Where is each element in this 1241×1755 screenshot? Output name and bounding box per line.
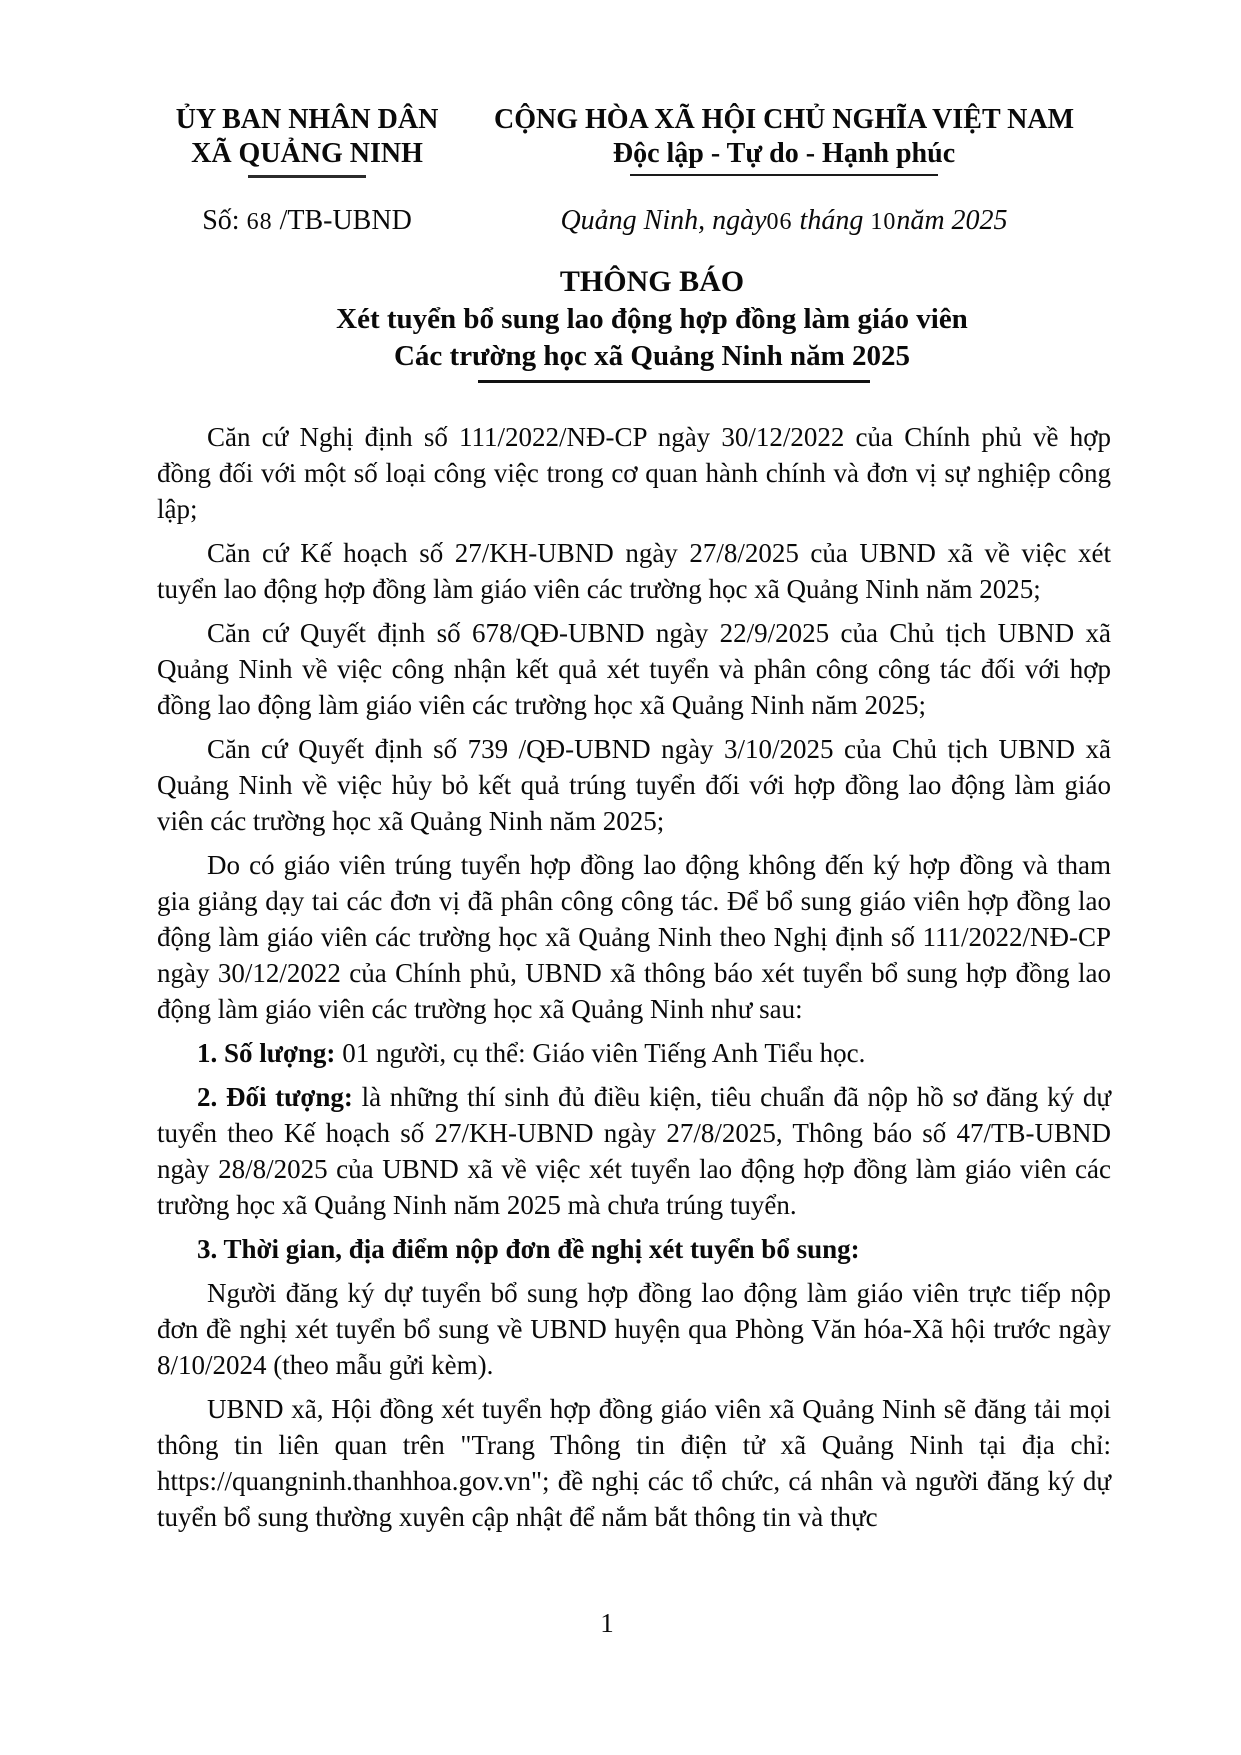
- issuing-authority-block: [157, 103, 457, 178]
- issuing-authority-underline: [248, 175, 366, 178]
- paragraph-6: 1. Số lượng: 01 người, cụ thể: Giáo viên Tiếng Anh Tiểu học.: [197, 1038, 866, 1068]
- date-month: 10: [870, 209, 897, 235]
- document-number: [157, 205, 457, 237]
- national-motto-underline: [630, 174, 938, 176]
- date-day: 06: [766, 209, 793, 235]
- meta-row: [157, 205, 1111, 237]
- paragraph-4: Căn cứ Quyết định số 739 /QĐ-UBND ngày 3/10/2025 của Chủ tịch UBND xã Quảng Ninh về việc hủy bỏ kết quả trúng tuyển đối với hợp đồng lao động làm giáo viên các trường học xã Quảng Ninh năm 2025;: [157, 734, 1111, 836]
- title-underline: [478, 380, 870, 383]
- document-number-value: 68: [246, 209, 273, 235]
- paragraph-3: Căn cứ Quyết định số 678/QĐ-UBND ngày 22/9/2025 của Chủ tịch UBND xã Quảng Ninh về việc công nhận kết quả xét tuyển và phân công công tác đối với hợp đồng lao động làm giáo viên các trường học xã Quảng Ninh năm 2025;: [157, 618, 1111, 720]
- document-number-label: Số:: [202, 205, 240, 236]
- document-number-suffix: /TB-UBND: [279, 205, 412, 236]
- document-body: [157, 419, 1111, 1535]
- date-mid: tháng: [792, 205, 871, 236]
- document-subtitle-line1: Xét tuyển bổ sung lao động hợp đồng làm giáo viên: [336, 303, 968, 335]
- paragraph-10: UBND xã, Hội đồng xét tuyển hợp đồng giáo viên xã Quảng Ninh sẽ đăng tải mọi thông tin liên quan trên "Trang Thông tin điện tử xã Quảng Ninh tại địa chỉ: https://quangninh.thanhhoa.gov.vn"; đề nghị các tổ chức, cá nhân và người đăng ký dự tuyển bổ sung thường xuyên cập nhật để nắm bắt thông tin và thực: [157, 1394, 1111, 1532]
- paragraph-7: 2. Đối tượng: là những thí sinh đủ điều kiện, tiêu chuẩn đã nộp hồ sơ đăng ký dự tuyển theo Kế hoạch số 27/KH-UBND ngày 27/8/2025, Thông báo số 47/TB-UBND ngày 28/8/2025 của UBND xã về việc xét tuyển lao động hợp đồng làm giáo viên các trường học xã Quảng Ninh năm 2025 mà chưa trúng tuyển.: [157, 1082, 1111, 1220]
- national-header-block: [457, 103, 1111, 176]
- page-number: 1: [600, 1608, 614, 1638]
- national-motto: Độc lập - Tự do - Hạnh phúc: [612, 138, 956, 169]
- paragraph-2: Căn cứ Kế hoạch số 27/KH-UBND ngày 27/8/2025 của UBND xã về việc xét tuyển lao động hợp đồng làm giáo viên các trường học xã Quảng Ninh năm 2025;: [157, 538, 1111, 604]
- title-block: [175, 263, 1129, 383]
- place-and-date: [457, 205, 1111, 237]
- issuing-authority-unit: XÃ QUẢNG NINH: [191, 138, 423, 169]
- issuing-authority-name: ỦY BAN NHÂN DÂN: [175, 104, 439, 135]
- national-title: CỘNG HÒA XÃ HỘI CHỦ NGHĨA VIỆT NAM: [493, 104, 1075, 135]
- paragraph-9: Người đăng ký dự tuyển bổ sung hợp đồng lao động làm giáo viên trực tiếp nộp đơn đề nghị xét tuyển bổ sung về UBND huyện qua Phòng Văn hóa-Xã hội trước ngày 8/10/2024 (theo mẫu gửi kèm).: [157, 1278, 1111, 1380]
- date-prefix: Quảng Ninh, ngày: [560, 205, 767, 236]
- document-type-title: THÔNG BÁO: [559, 265, 745, 298]
- paragraph-1: Căn cứ Nghị định số 111/2022/NĐ-CP ngày 30/12/2022 của Chính phủ về hợp đồng đối với một số loại công việc trong cơ quan hành chính và đơn vị sự nghiệp công lập;: [157, 422, 1111, 524]
- document-header: [157, 103, 1111, 178]
- paragraph-8: 3. Thời gian, địa điểm nộp đơn đề nghị xét tuyển bổ sung:: [197, 1234, 860, 1264]
- paragraph-5: Do có giáo viên trúng tuyển hợp đồng lao động không đến ký hợp đồng và tham gia giảng dạy tai các đơn vị đã phân công công tác. Để bổ sung giáo viên hợp đồng lao động làm giáo viên các trường học xã Quảng Ninh theo Nghị định số 111/2022/NĐ-CP ngày 30/12/2022 của Chính phủ, UBND xã thông báo xét tuyển bổ sung hợp đồng lao động làm giáo viên các trường học xã Quảng Ninh như sau:: [157, 850, 1111, 1024]
- document-subtitle-line2: Các trường học xã Quảng Ninh năm 2025: [393, 340, 911, 372]
- date-suffix: năm 2025: [896, 205, 1008, 236]
